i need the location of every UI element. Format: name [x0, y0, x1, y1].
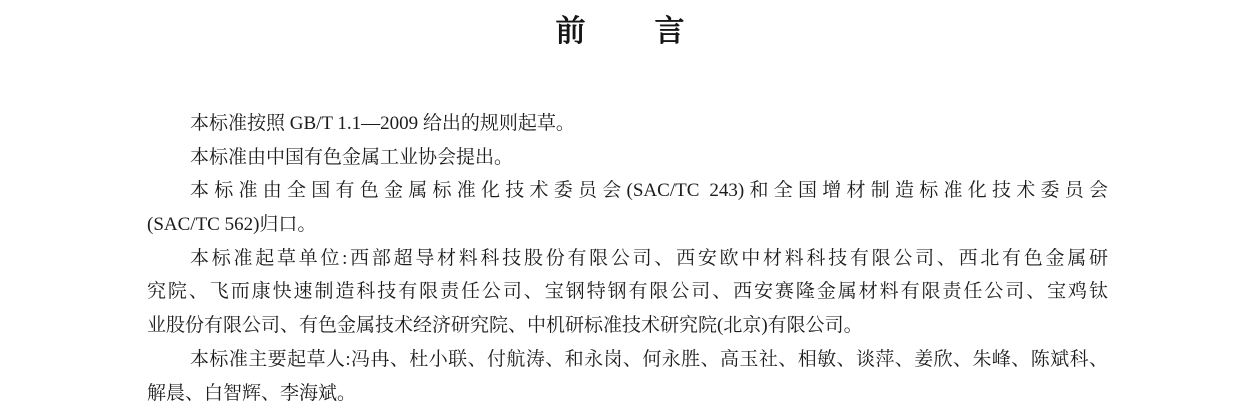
paragraph-5-line: 本标准主要起草人:冯冉、杜小联、付航涛、和永岗、何永胜、高玉社、相敏、谈萍、姜欣、朱峰、陈斌科、 — [190, 348, 1108, 370]
paragraph-4-line: 究院、飞而康快速制造科技有限责任公司、宝钢特钢有限公司、西安赛隆金属材料有限责任公司、宝鸡钛 — [147, 281, 1108, 303]
paragraph-1-line: 本标准按照 GB/T 1.1—2009 给出的规则起草。 — [190, 113, 575, 134]
paragraph-4-line: 业股份有限公司、有色金属技术经济研究院、中机研标准技术研究院(北京)有限公司。 — [147, 315, 863, 337]
paragraph-3-line: (SAC/TC 562)归口。 — [147, 214, 317, 236]
paragraph-4-line: 本标准起草单位:西部超导材料科技股份有限公司、西安欧中材料科技有限公司、西北有色金属研 — [190, 247, 1108, 269]
paragraph-3-line: 本标准由全国有色金属标准化技术委员会(SAC/TC 243)和全国增材制造标准化技术委员会 — [190, 180, 1108, 202]
paragraph-2-line: 本标准由中国有色金属工业协会提出。 — [190, 146, 514, 168]
document-body — [147, 107, 1108, 410]
foreword-heading: 前言 — [555, 15, 754, 48]
paragraph-5-line: 解晨、白智辉、李海斌。 — [147, 382, 357, 404]
